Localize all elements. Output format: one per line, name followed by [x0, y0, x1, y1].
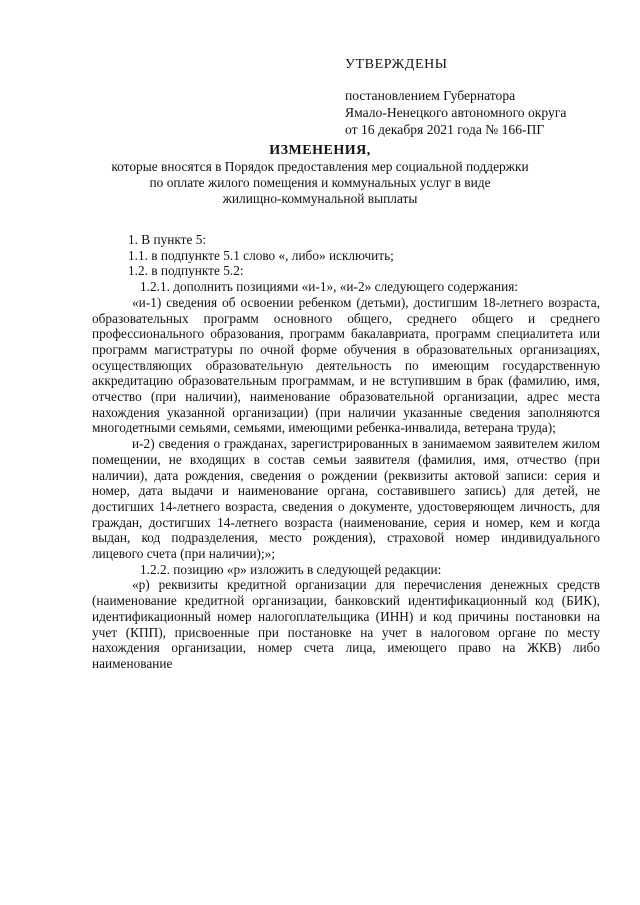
- paragraph-position-i1: «и-1) сведения об освоении ребенком (детьми), достигшим 18-летнего возраста, образовательных программ основного общего, среднего общего и среднего профессионального образования, программ бакалавриата, программ специалитета или программ магистратуры по очной форме обучения в образовательных организациях, осуществляющих образовательную деятельность по имеющим государственную аккредитацию образовательным программам, и не вступившим в брак (фамилию, имя, отчество (при наличии), наименование образовательной организации, адрес места нахождения указанной организации) (при наличии указанные сведения заполняются многодетными семьями, семьями, имеющими ребенка-инвалида, ветерана труда);: [92, 294, 600, 436]
- approval-line-1: постановлением Губернатора: [345, 88, 516, 103]
- paragraph-item-1-1: 1.1. в подпункте 5.1 слово «, либо» исключить;: [128, 247, 394, 263]
- paragraph-position-r: «р) реквизиты кредитной организации для перечисления денежных средств (наименование кредитной организации, банковский идентификационный код (БИК), идентификационный номер налогоплательщика (ИНН) и код причины постановки на учет (КПП), присвоенные при постановке на учет в налоговом органе по месту нахождения организации, номер счета лица, имеющего право на ЖКВ) либо наименование: [92, 577, 600, 671]
- document-subtitle-line-2: по оплате жилого помещения и коммунальных услуг в виде: [149, 175, 491, 190]
- paragraph-item-1: 1. В пункте 5:: [128, 232, 207, 247]
- document-heading: [60, 143, 580, 207]
- approval-line-2: Ямало-Ненецкого автономного округа: [345, 105, 567, 120]
- document-subtitle-line-1: которые вносятся в Порядок предоставления мер социальной поддержки: [111, 159, 529, 174]
- document-body: [92, 232, 600, 672]
- document-subtitle-line-3: жилищно-коммунальной выплаты: [222, 191, 418, 206]
- paragraph-position-i2: и-2) сведения о гражданах, зарегистрированных в занимаемом заявителем жилом помещении, не входящих в состав семьи заявителя (фамилия, имя, отчество (при наличии), дата рождения, сведения о рождении (реквизиты актовой записи: серия и номер, дата выдачи и наименование органа, составившего запись) для детей, не достигших 14-летнего возраста, сведения о документе, удостоверяющем личность, для граждан, достигших 14-летнего возраста (наименование, серия и номер, кем и когда выдан, код подразделения, место рождения), страховой номер индивидуального лицевого счета (при наличии);»;: [92, 436, 600, 562]
- approval-line-3: от 16 декабря 2021 года № 166-ПГ: [345, 122, 545, 137]
- approval-block: [345, 56, 615, 138]
- paragraph-item-1-2-1: 1.2.1. дополнить позициями «и-1», «и-2» следующего содержания:: [140, 279, 519, 295]
- document-title: ИЗМЕНЕНИЯ,: [269, 143, 371, 158]
- paragraph-item-1-2-2: 1.2.2. позицию «р» изложить в следующей редакции:: [140, 561, 442, 577]
- approval-stamp-title: УТВЕРЖДЕНЫ: [345, 57, 448, 72]
- paragraph-item-1-2: 1.2. в подпункте 5.2:: [128, 263, 244, 279]
